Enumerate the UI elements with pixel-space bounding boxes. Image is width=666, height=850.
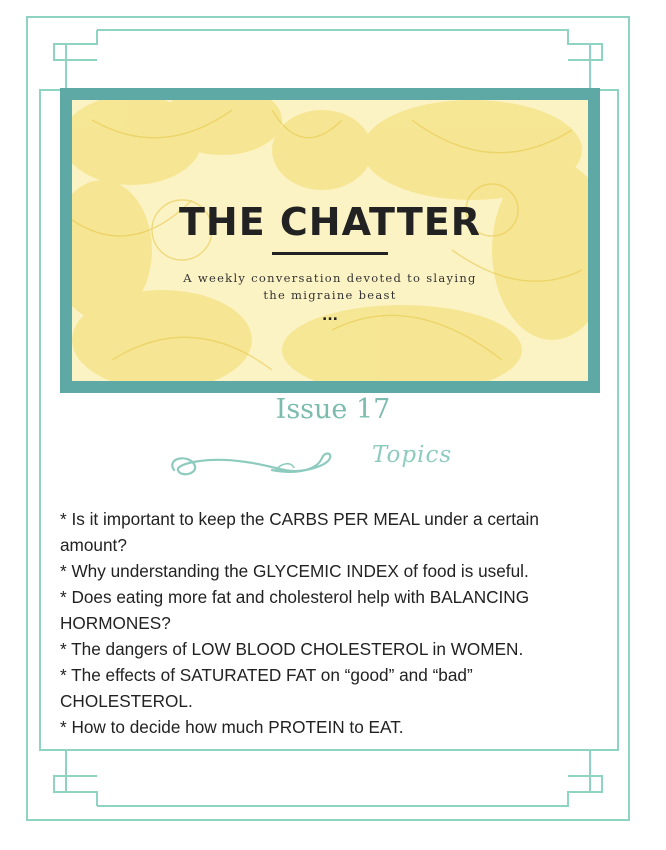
title-underline [272, 252, 388, 255]
issue-number: Issue 17 [275, 394, 391, 425]
header-banner [60, 88, 600, 393]
list-item: * Why understanding the GLYCEMIC INDEX of food is useful. [60, 561, 529, 581]
newsletter-tagline: A weekly conversation devoted to slaying the migraine beast [183, 271, 477, 302]
banner-background [72, 100, 588, 381]
swirl-ornament [166, 448, 336, 488]
list-item: * Is it important to keep the CARBS PER MEAL under a certain amount? [60, 509, 539, 555]
topic-list [60, 506, 600, 740]
list-item: * How to decide how much PROTEIN to EAT. [60, 717, 404, 737]
list-item: * Does eating more fat and cholesterol help with BALANCING HORMONES? [60, 587, 530, 633]
list-item: * The effects of SATURATED FAT on “good” and “bad” CHOLESTEROL. [60, 665, 473, 711]
newsletter-title: THE CHATTER [179, 200, 481, 244]
list-item: * The dangers of LOW BLOOD CHOLESTEROL in WOMEN. [60, 639, 524, 659]
topics-heading: Topics [372, 442, 453, 468]
ellipsis-ornament: ... [322, 308, 338, 324]
